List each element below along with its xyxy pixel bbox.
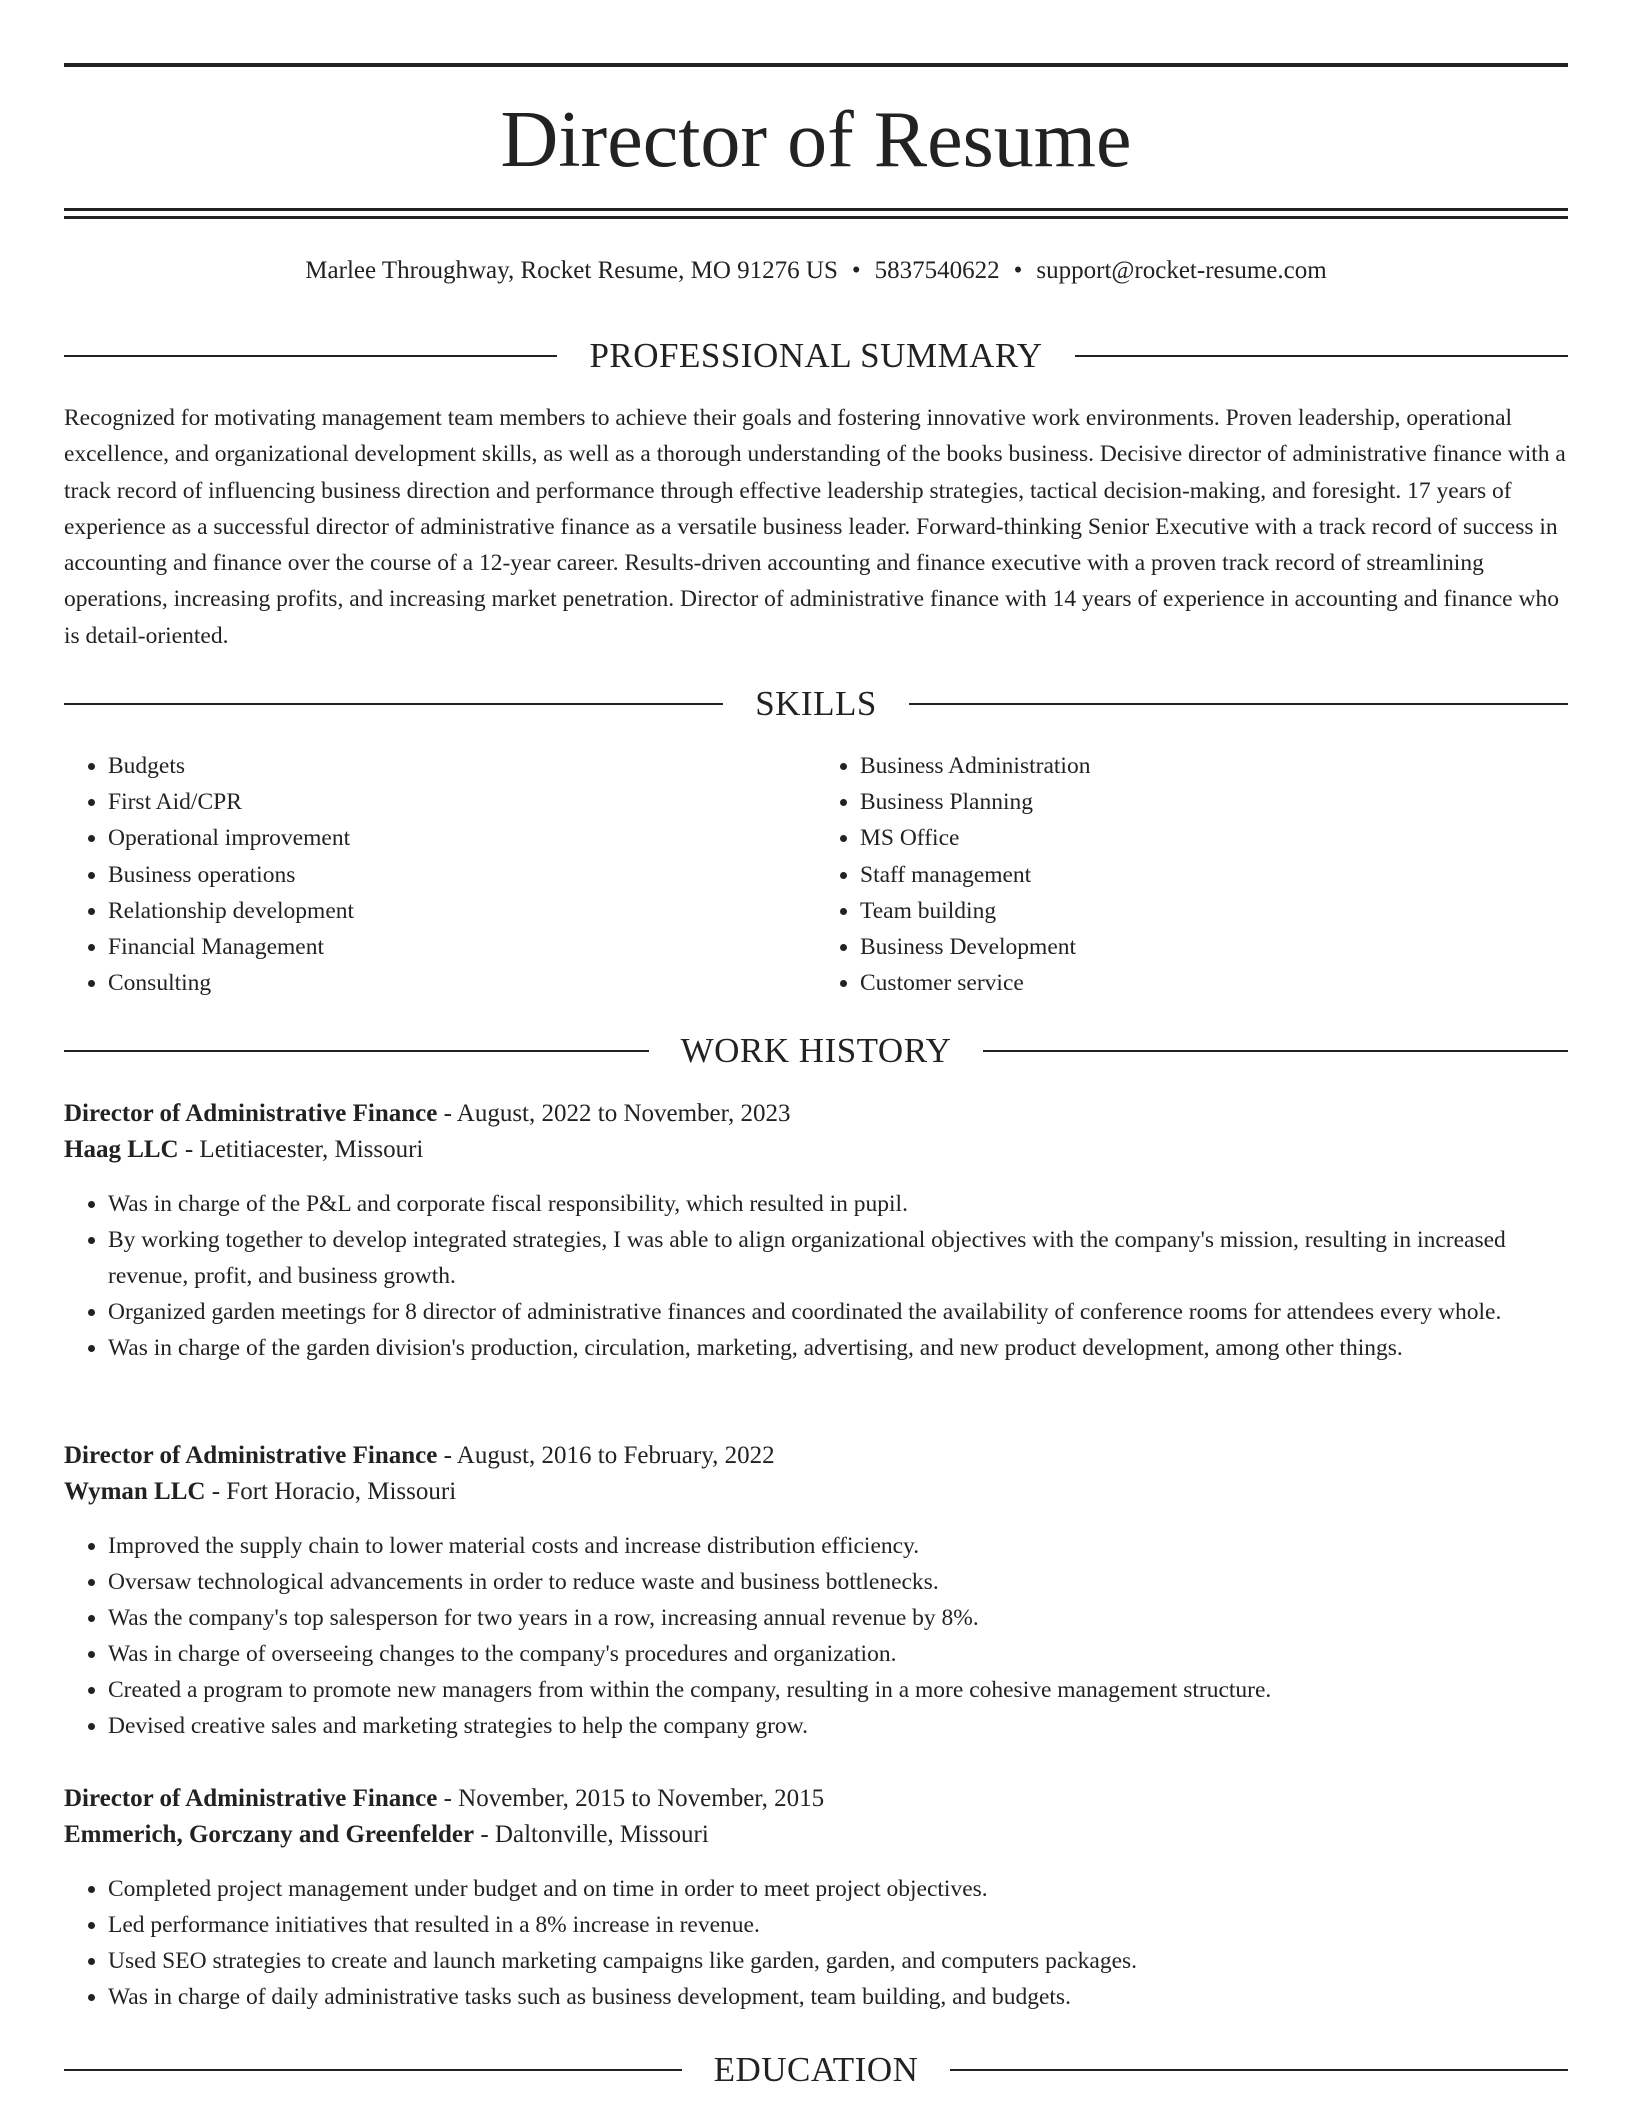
job-bullets [64, 1871, 1568, 2015]
skill-item: • Business operations [108, 857, 816, 893]
job-bullet: • Led performance initiatives that resulted in a 8% increase in revenue. [108, 1907, 1568, 1943]
job-bullet: • Was in charge of the garden division's production, circulation, marketing, advertising, and new product development, among other things. [108, 1330, 1568, 1366]
job-location: - Letitiacester, Missouri [178, 1136, 424, 1163]
job-bullet: • Organized garden meetings for 8 director of administrative finances and coordinated the availability of conference rooms for attendees every whole. [108, 1294, 1568, 1330]
section-summary-title: PROFESSIONAL SUMMARY [589, 336, 1043, 375]
job-bullets [64, 1186, 1568, 1366]
job-bullet: • Oversaw technological advancements in order to reduce waste and business bottlenecks. [108, 1564, 1568, 1600]
job-dates: - August, 2016 to February, 2022 [437, 1442, 775, 1469]
heading-rule [909, 703, 1568, 705]
job-title: Director of Administrative Finance [64, 1442, 438, 1469]
job-bullets [64, 1528, 1568, 1744]
skill-item: • Financial Management [108, 929, 816, 965]
heading-rule [1075, 355, 1568, 357]
contact-email: support@rocket-resume.com [1036, 257, 1327, 284]
job-company: Haag LLC [64, 1136, 179, 1163]
section-summary-heading [64, 336, 1568, 376]
job-title: Director of Administrative Finance [64, 1785, 438, 1812]
job-bullet: • Devised creative sales and marketing strategies to help the company grow. [108, 1708, 1568, 1744]
skill-item: • Business Administration [860, 748, 1568, 784]
job-dates: - August, 2022 to November, 2023 [437, 1100, 791, 1127]
job-bullet: • Created a program to promote new managers from within the company, resulting in a more cohesive management structure. [108, 1672, 1568, 1708]
job-entry [64, 1438, 1568, 1744]
job-title-line [64, 1096, 1568, 1132]
skill-item: • Business Development [860, 929, 1568, 965]
job-entry [64, 1781, 1568, 2015]
skill-item: • Relationship development [108, 893, 816, 929]
job-bullet: • Completed project management under budget and on time in order to meet project objectives. [108, 1871, 1568, 1907]
top-rule [64, 63, 1568, 67]
job-entry [64, 1096, 1568, 1366]
skill-item: • MS Office [860, 820, 1568, 856]
contact-address: Marlee Throughway, Rocket Resume, MO 91276 US [305, 257, 838, 284]
job-bullet: • Was the company's top salesperson for two years in a row, increasing annual revenue by 8%. [108, 1600, 1568, 1636]
job-bullet: • Improved the supply chain to lower material costs and increase distribution efficiency. [108, 1528, 1568, 1564]
job-title: Director of Administrative Finance [64, 1100, 438, 1127]
job-bullet: • Was in charge of the P&L and corporate fiscal responsibility, which resulted in pupil. [108, 1186, 1568, 1222]
contact-phone: 5837540622 [874, 257, 1000, 284]
skills-list [64, 748, 1568, 1001]
resume-title: Director of Resume [500, 96, 1132, 184]
skill-item: • Business Planning [860, 784, 1568, 820]
heading-rule [64, 355, 557, 357]
section-education-title: EDUCATION [713, 2050, 919, 2089]
skill-item: • Customer service [860, 965, 1568, 1001]
title-underline-2 [64, 216, 1568, 219]
skill-item: • Team building [860, 893, 1568, 929]
job-bullet: • Used SEO strategies to create and launch marketing campaigns like garden, garden, and computers packages. [108, 1943, 1568, 1979]
summary-text: Recognized for motivating management team members to achieve their goals and fostering innovative work environments. Proven leadership, operational excellence, and organizational development skills, as well as a thorough understanding of the books business. Decisive director of administrative finance with a track record of influencing business direction and performance through effective leadership strategies, tactical decision-making, and foresight. 17 years of experience as a successful director of administrative finance as a versatile business leader. Forward-thinking Senior Executive with a track record of success in accounting and finance over the course of a 12-year career. Results-driven accounting and finance executive with a proven track record of streamlining operations, increasing profits, and increasing market penetration. Director of administrative finance with 14 years of experience in accounting and finance who is detail-oriented. [64, 405, 1566, 649]
job-title-line [64, 1781, 1568, 1817]
heading-rule [950, 2069, 1568, 2071]
job-location: - Fort Horacio, Missouri [205, 1478, 457, 1505]
section-work-heading [64, 1031, 1568, 1071]
job-company-line [64, 1474, 1568, 1510]
job-company: Emmerich, Gorczany and Greenfelder [64, 1821, 475, 1848]
job-title-line [64, 1438, 1568, 1474]
section-education-heading [64, 2050, 1568, 2090]
contact-separator: • [851, 257, 861, 284]
job-dates: - November, 2015 to November, 2015 [437, 1785, 825, 1812]
section-work-title: WORK HISTORY [680, 1031, 952, 1070]
job-bullet: • By working together to develop integrated strategies, I was able to align organizational objectives with the company's mission, resulting in increased revenue, profit, and business growth. [108, 1222, 1568, 1294]
heading-rule [64, 2069, 682, 2071]
job-bullet: • Was in charge of overseeing changes to the company's procedures and organization. [108, 1636, 1568, 1672]
section-skills-heading [64, 684, 1568, 724]
title-underline-1 [64, 208, 1568, 211]
skill-item: • Consulting [108, 965, 816, 1001]
contact-line [64, 254, 1568, 288]
skill-item: • Staff management [860, 857, 1568, 893]
skill-item: • First Aid/CPR [108, 784, 816, 820]
skill-item: • Operational improvement [108, 820, 816, 856]
section-skills-title: SKILLS [755, 684, 877, 723]
job-company: Wyman LLC [64, 1478, 206, 1505]
job-company-line [64, 1817, 1568, 1853]
heading-rule [64, 1050, 649, 1052]
contact-separator: • [1013, 257, 1023, 284]
skills-column-left [64, 748, 816, 1001]
job-location: - Daltonville, Missouri [474, 1821, 709, 1848]
heading-rule [983, 1050, 1568, 1052]
skill-item: • Budgets [108, 748, 816, 784]
job-bullet: • Was in charge of daily administrative tasks such as business development, team building, and budgets. [108, 1979, 1568, 2015]
job-company-line [64, 1132, 1568, 1168]
heading-rule [64, 703, 723, 705]
skills-column-right [816, 748, 1568, 1001]
